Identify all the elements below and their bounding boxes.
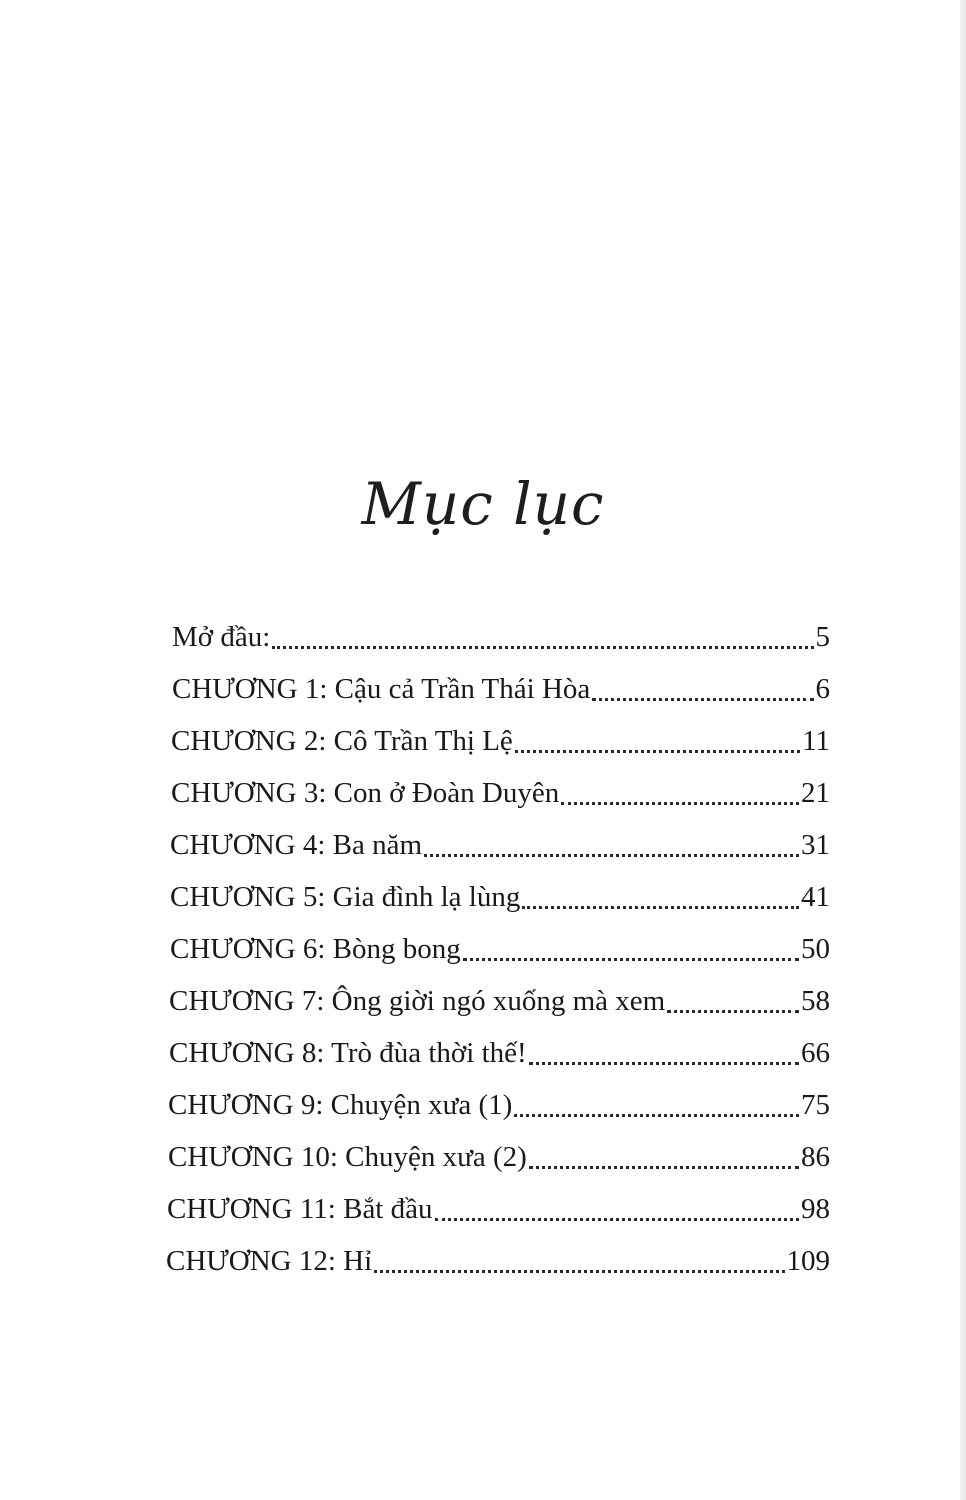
toc-entry-intro[interactable] bbox=[172, 615, 830, 659]
toc-entry-chapter-3[interactable] bbox=[171, 771, 830, 815]
toc-entry-label: CHƯƠNG 12: Hỉ bbox=[166, 1245, 373, 1277]
dot-leader bbox=[667, 1010, 799, 1013]
toc-entry-label: CHƯƠNG 5: Gia đình lạ lùng bbox=[170, 881, 521, 913]
dot-leader bbox=[435, 1218, 800, 1221]
toc-entry-label: CHƯƠNG 2: Cô Trần Thị Lệ bbox=[171, 725, 513, 757]
toc-entry-label: CHƯƠNG 1: Cậu cả Trần Thái Hòa bbox=[172, 673, 591, 705]
toc-entry-label: Mở đầu: bbox=[172, 621, 271, 653]
toc-entry-page: 75 bbox=[801, 1089, 830, 1121]
toc-entry-page: 31 bbox=[801, 829, 830, 861]
page-edge-shadow bbox=[960, 0, 966, 1500]
toc-entry-label: CHƯƠNG 4: Ba năm bbox=[170, 829, 423, 861]
dot-leader bbox=[522, 906, 799, 909]
page-title: Mục lục bbox=[361, 470, 605, 538]
toc-entry-label: CHƯƠNG 10: Chuyện xưa (2) bbox=[168, 1141, 527, 1173]
dot-leader bbox=[515, 750, 800, 753]
toc-entry-page: 86 bbox=[801, 1141, 830, 1173]
dot-leader bbox=[463, 958, 799, 961]
toc-entry-page: 58 bbox=[801, 985, 830, 1017]
dot-leader bbox=[272, 646, 813, 649]
dot-leader bbox=[424, 854, 799, 857]
toc-entry-chapter-9[interactable] bbox=[168, 1083, 830, 1127]
toc-entry-chapter-2[interactable] bbox=[171, 719, 830, 763]
toc-entry-chapter-8[interactable] bbox=[169, 1031, 830, 1075]
toc-entry-chapter-5[interactable] bbox=[170, 875, 830, 919]
toc-entry-page: 11 bbox=[802, 725, 830, 757]
toc-entry-chapter-6[interactable] bbox=[170, 927, 830, 971]
toc-entry-page: 41 bbox=[801, 881, 830, 913]
dot-leader bbox=[529, 1062, 799, 1065]
toc-entry-label: CHƯƠNG 8: Trò đùa thời thế! bbox=[169, 1037, 527, 1069]
toc-entry-chapter-4[interactable] bbox=[170, 823, 830, 867]
toc-entry-label: CHƯƠNG 3: Con ở Đoàn Duyên bbox=[171, 777, 560, 809]
dot-leader bbox=[374, 1270, 784, 1273]
toc-entry-label: CHƯƠNG 9: Chuyện xưa (1) bbox=[168, 1089, 513, 1121]
dot-leader bbox=[514, 1114, 799, 1117]
toc-entry-label: CHƯƠNG 7: Ông giời ngó xuống mà xem bbox=[169, 985, 666, 1017]
toc-entry-chapter-10[interactable] bbox=[168, 1135, 830, 1179]
toc-entry-page: 98 bbox=[801, 1193, 830, 1225]
toc-entry-chapter-12[interactable] bbox=[166, 1239, 830, 1283]
toc-entry-page: 6 bbox=[815, 673, 830, 705]
dot-leader bbox=[592, 698, 813, 701]
toc-entry-page: 109 bbox=[786, 1245, 830, 1277]
toc-entry-chapter-1[interactable] bbox=[172, 667, 830, 711]
toc-entry-label: CHƯƠNG 6: Bòng bong bbox=[170, 933, 461, 965]
toc-entry-page: 5 bbox=[815, 621, 830, 653]
toc-entry-page: 66 bbox=[801, 1037, 830, 1069]
toc-entry-label: CHƯƠNG 11: Bắt đầu bbox=[167, 1193, 433, 1225]
dot-leader bbox=[529, 1166, 799, 1169]
toc-entry-page: 21 bbox=[801, 777, 830, 809]
toc-entry-chapter-7[interactable] bbox=[169, 979, 830, 1023]
toc-entry-chapter-11[interactable] bbox=[167, 1187, 830, 1231]
toc-entry-page: 50 bbox=[801, 933, 830, 965]
dot-leader bbox=[561, 802, 799, 805]
